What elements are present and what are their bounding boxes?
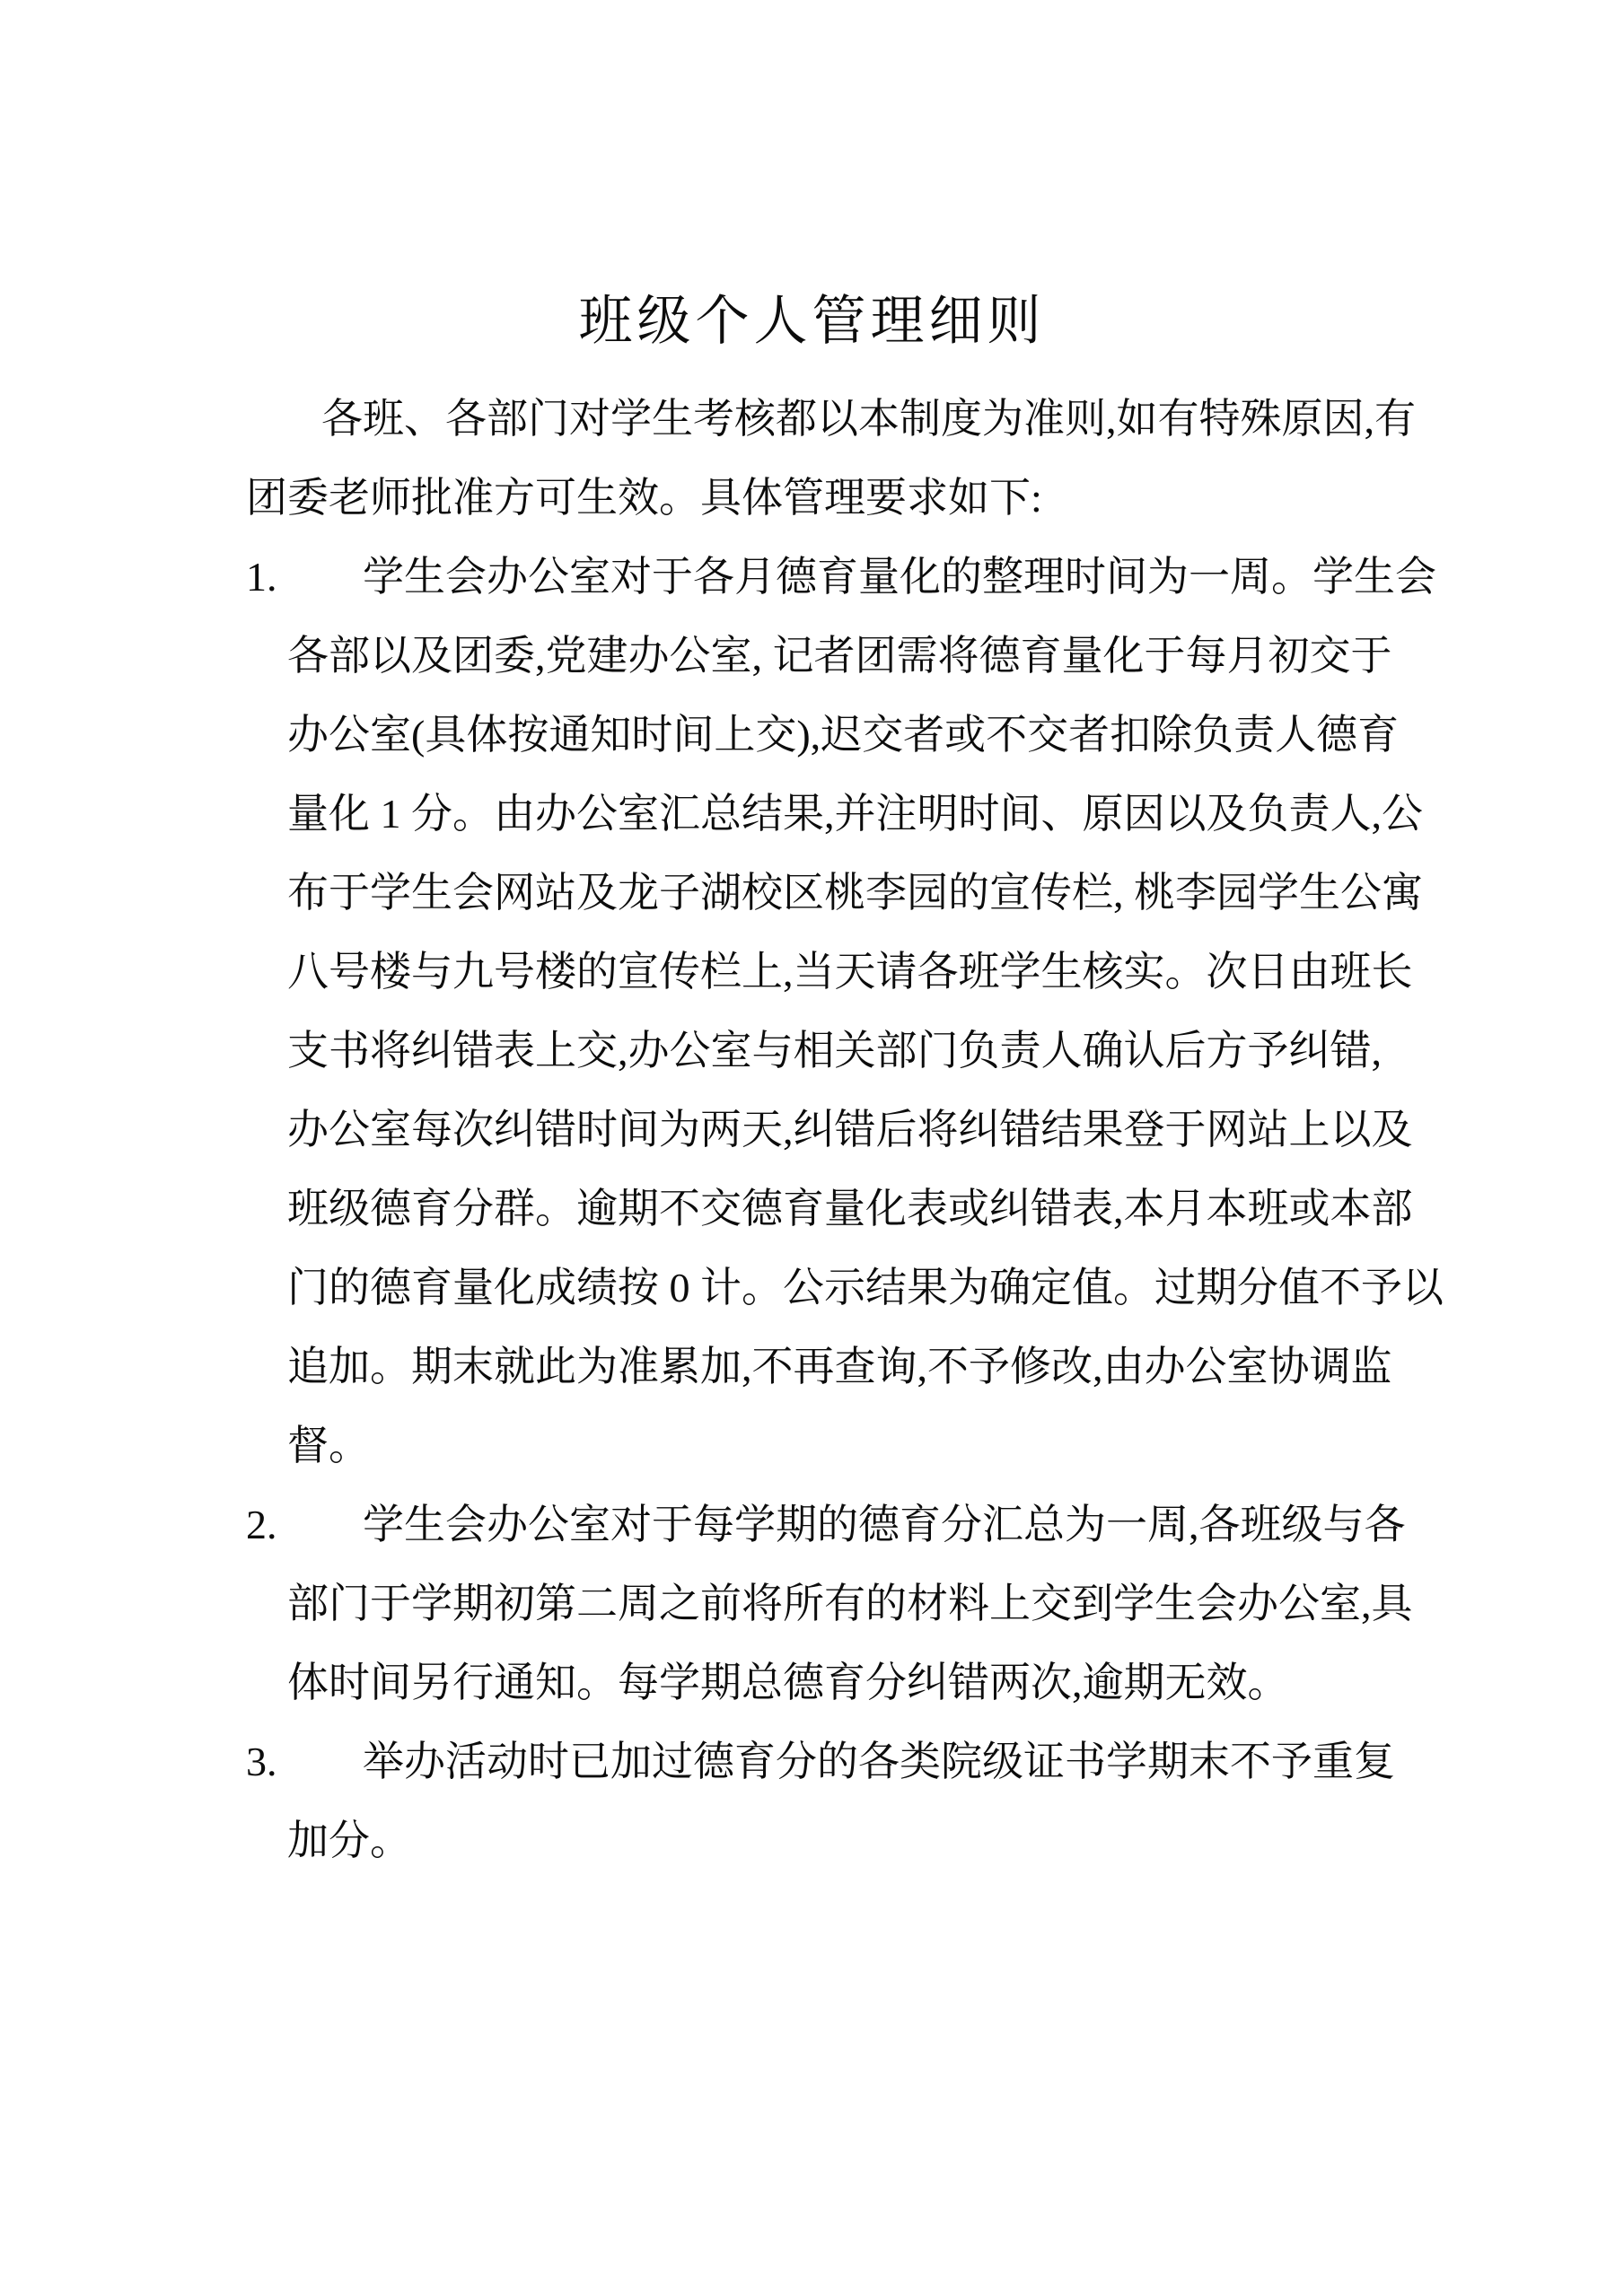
- item-1-line-6: 八号楼与九号楼的宣传栏上,当天请各班学生核实。次日由班长: [287, 949, 1413, 995]
- item-2-number: 2.: [246, 1502, 277, 1547]
- item-1-line-5: 布于学生会网站及龙子湖校区桃李园的宣传栏, 桃李园学生公寓: [287, 870, 1423, 916]
- document-title: 班级个人管理细则: [578, 292, 1046, 351]
- item-2-line-2: 部门于学期初第二周之前将所有的材料上交到学生会办公室,具: [287, 1581, 1413, 1626]
- item-1-line-1: 学生会办公室对于各月德育量化的整理时间为一周。学生会: [363, 554, 1436, 600]
- item-1-line-12: 督。: [287, 1423, 370, 1468]
- item-1-number: 1.: [246, 554, 277, 600]
- item-2-line-1: 学生会办公室对于每学期的德育分汇总为一周,各班级与各: [363, 1502, 1406, 1547]
- item-3-line-2: 加分。: [287, 1818, 411, 1863]
- item-1-line-3: 办公室(具体按通知时间上交),迟交者或不交者扣除负责人德育: [287, 712, 1400, 758]
- item-1-line-11: 追加。期末就此为准累加,不再查询,不予修改,由办公室协调监: [287, 1344, 1392, 1389]
- item-1-line-9: 班级德育分群。逾期不交德育量化表或纠错表,本月本班或本部: [287, 1186, 1413, 1231]
- list-item-1: [246, 538, 1436, 617]
- item-2-line-3: 体时间另行通知。每学期总德育分纠错两次,逾期无效。: [287, 1660, 1289, 1705]
- intro-line-1: 各班、各部门对学生考核都以本制度为准则,如有特殊原因,有: [321, 396, 1416, 442]
- document-body: [246, 380, 1444, 1880]
- item-1-line-2: 各部以及团委,党建办公室, 记者团需将德育量化于每月初交于: [287, 633, 1392, 679]
- list-item-3: [246, 1722, 1413, 1801]
- intro-line-2: 团委老师批准方可生效。具体管理要求如下:: [246, 475, 1042, 521]
- item-1-line-4: 量化 1 分。由办公室汇总结果,并注明时间、原因以及负责人,公: [287, 791, 1423, 837]
- item-1-line-7: 支书将纠错表上交,办公室与相关部门负责人确认后方予纠错,: [287, 1028, 1382, 1074]
- item-1-line-8: 办公室每次纠错时间为两天,纠错后将纠错结果登于网站上以及: [287, 1107, 1413, 1152]
- list-item-2: [246, 1485, 1413, 1564]
- item-3-line-1: 举办活动时已加过德育分的各类院级证书学期末不予重复: [363, 1739, 1395, 1784]
- item-1-line-10: 门的德育量化成绩按 0 计。公示结果为确定值。过期分值不予以: [287, 1265, 1444, 1310]
- item-3-number: 3.: [246, 1739, 277, 1784]
